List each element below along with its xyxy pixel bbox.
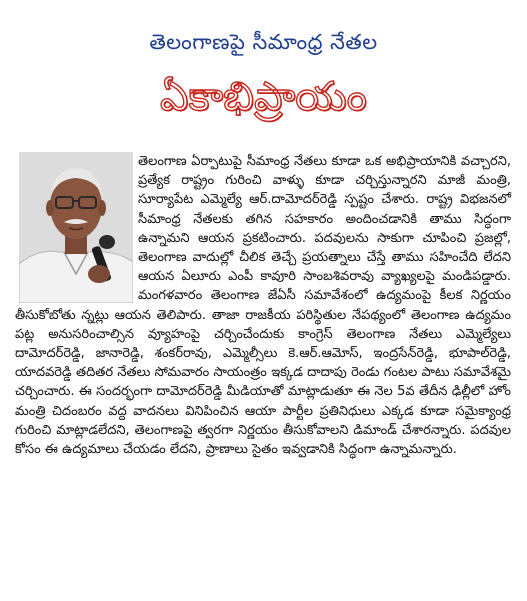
article-kicker: తెలంగాణపై సీమాంధ్ర నేతల: [149, 30, 378, 54]
article-body: [15, 152, 511, 459]
article-paragraph: తెలంగాణ ఏర్పాటుపై సీమాంధ్ర నేతలు కూడా ఒక అభిప్రాయానికి వచ్చారని, ప్రత్యేక రాష్ట్రం గురించి వాళ్ళు కూడా చర్చిస్తున్నారని మాజీ మంత్రి, సూర్యాపేట ఎమ్మెల్యే ఆర్.దామోదర్‌రెడ్డి స్పష్టం చేశారు. రాష్ట్ర విభజనలో సీమాంధ్ర నేతలకు తగిన సహకారం అందించడానికి తాము సిద్ధంగా ఉన్నామని ఆయన ప్రకటించారు. పదవులను సాకుగా చూపించి ప్రజల్లో, తెలంగాణ వాదుల్లో చీలిక తెచ్చే ప్రయత్నాలు చేస్తే తాము సహించేది లేదని ఆయన ఏలూరు ఎంపీ కావూరి సాంబశివరావు వ్యాఖ్యలపై మండిపడ్డారు. మంగళవారం తెలంగాణ జేఏసీ సమావేశంలో ఉద్యమంపై కీలక నిర్ణయం తీసుకోబోతు న్నట్లు ఆయన తెలిపారు. తాజా రాజకీయ పరిస్థితుల నేపథ్యంలో తెలంగాణ ఉద్యమం పట్ల అనుసరించాల్సిన వ్యూహంపై చర్చించేందుకు కాంగ్రెస్ తెలంగాణ నేతలు ఎమ్మెల్యేలు దామోదర్‌రెడ్డి, జానారెడ్డి, శంకర్‌రావు, ఎమ్మెల్సీలు కె.ఆర్.ఆమోస్, ఇంద్రసేన్‌రెడ్డి, భూపాల్‌రెడ్డి, యాదవరెడ్డి తదితర నేతలు సోమవారం సాయంత్రం ఇక్కడ దాదాపు రెండు గంటల పాటు సమావేశమై చర్చించారు. ఈ సందర్భంగా దామోదర్‌రెడ్డి మీడియాతో మాట్లాడుతూ ఈ నెల 5వ తేదీన ఢిల్లీలో హోం మంత్రి చిదంబరం వద్ద వాదనలు వినిపించిన ఆయా పార్టీల ప్రతినిధులు ఎక్కడ కూడా సమైక్యాంధ్ర గురించి మాట్లాడలేదని, తెలంగాణపై త్వరగా నిర్ణయం తీసుకోవాలని డిమాండ్ చేశారన్నారు. పదవుల కోసం ఈ ఉద్యమాలు చేయడం లేదని, ప్రాణాలు సైతం ఇవ్వడానికి సిద్ధంగా ఉన్నామన్నారు.: [15, 154, 511, 458]
article-headline: ఏకాభిప్రాయం: [160, 74, 367, 120]
photo-spacer: [15, 152, 138, 304]
